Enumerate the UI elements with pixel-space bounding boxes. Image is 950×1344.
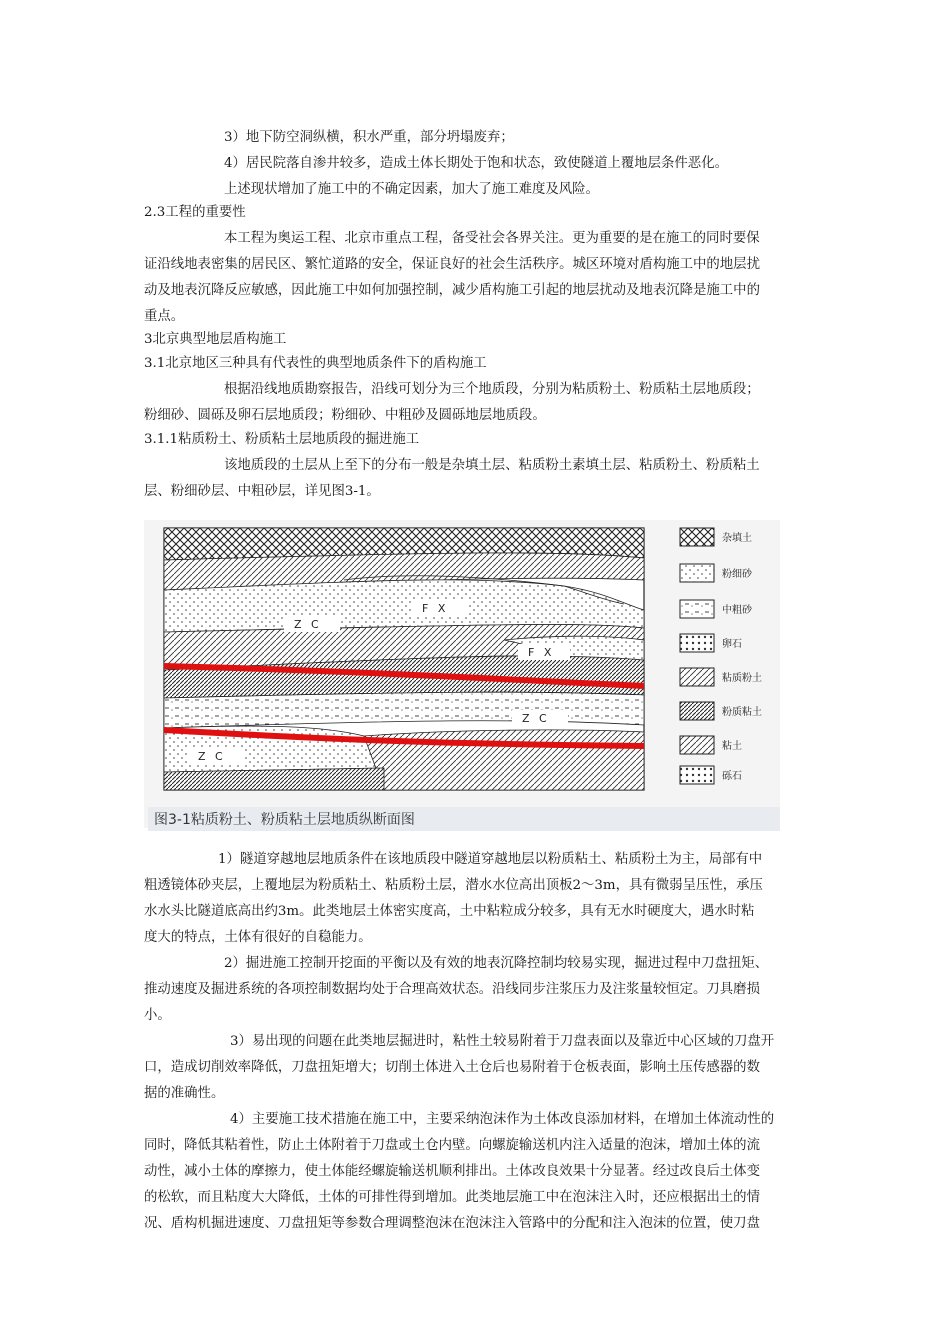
legend-label: 卵石	[722, 639, 742, 650]
paragraph-line: 水水头比隧道底高出约3m。此类地层土体密实度高，土中粘粒成分较多，具有无水时硬度大，遇水时粘	[144, 904, 755, 919]
section-heading-3-1-1: 3.1.1粘质粉土、粉质粘土层地质段的掘进施工	[144, 432, 420, 447]
legend-label: 杂填土	[722, 533, 752, 544]
paragraph-line: 3）易出现的问题在此类地层掘进时，粘性土较易附着于刀盘表面以及靠近中心区域的刀盘开	[230, 1034, 775, 1049]
paragraph-line: 根据沿线地质勘察报告，沿线可划分为三个地质段，分别为粘质粉土、粉质粘土层地质段；	[224, 382, 760, 397]
paragraph-line: 该地质段的土层从上至下的分布一般是杂填土层、粘质粉土素填土层、粘质粉土、粉质粘土	[224, 458, 760, 473]
paragraph-line: 证沿线地表密集的居民区、繁忙道路的安全，保证良好的社会生活秩序。城区环境对盾构施工中的地层扰	[144, 257, 760, 272]
layer-label-fx: F X	[422, 602, 449, 615]
figure-caption: 图3-1粘质粉土、粉质粘土层地质纵断面图	[148, 807, 780, 831]
paragraph-line: 口，造成切削效率降低，刀盘扭矩增大；切削土体进入土仓后也易附着于仓板表面，影响土压传感器的数	[144, 1060, 760, 1075]
layer-label-zc: Z C	[198, 750, 226, 763]
legend-label: 中粗砂	[722, 605, 752, 616]
paragraph-line: 同时，降低其粘着性，防止土体附着于刀盘或土仓内壁。向螺旋输送机内注入适量的泡沫，增加土体的流	[144, 1138, 760, 1153]
paragraph-line: 4）居民院落自渗井较多，造成土体长期处于饱和状态，致使隧道上覆地层条件恶化。	[224, 156, 728, 171]
paragraph-line: 粗透镜体砂夹层，上覆地层为粉质粘土、粘质粉土层，潜水水位高出顶板2～3m，具有微弱呈压性，承压	[144, 878, 763, 893]
paragraph-line: 4）主要施工技术措施在施工中，主要采纳泡沫作为土体改良添加材料，在增加土体流动性的	[230, 1112, 775, 1127]
section-heading-3-1: 3.1北京地区三种具有代表性的典型地质条件下的盾构施工	[144, 356, 487, 371]
paragraph-line: 3）地下防空洞纵横，积水严重，部分坍塌废弃；	[224, 130, 514, 145]
paragraph-line: 上述现状增加了施工中的不确定因素，加大了施工难度及风险。	[224, 182, 599, 197]
legend-label: 粘质粉土	[722, 673, 762, 684]
paragraph-line: 层、粉细砂层、中粗砂层，详见图3-1。	[144, 484, 380, 499]
paragraph-line: 推动速度及掘进系统的各项控制数据均处于合理高效状态。沿线同步注浆压力及注浆量较恒定。刀具磨损	[144, 982, 760, 997]
paragraph-line: 1）隧道穿越地层地质条件在该地质段中隧道穿越地层以粉质粘土、粘质粉土为主，局部有中	[218, 852, 763, 867]
paragraph-line: 动性，减小土体的摩擦力，使土体能经螺旋输送机顺利排出。土体改良效果十分显著。经过改良后土体变	[144, 1164, 760, 1179]
section-heading-2-3: 2.3工程的重要性	[144, 205, 246, 220]
geology-profile-drawing	[144, 520, 780, 808]
paragraph-line: 据的准确性。	[144, 1086, 225, 1101]
legend-label: 砾石	[722, 771, 742, 782]
legend-label: 粉细砂	[722, 569, 752, 580]
paragraph-line: 2）掘进施工控制开挖面的平衡以及有效的地表沉降控制均较易实现，掘进过程中刀盘扭矩、	[224, 956, 769, 971]
paragraph-line: 度大的特点，土体有很好的自稳能力。	[144, 930, 372, 945]
paragraph-line: 重点。	[144, 309, 185, 324]
section-heading-3: 3北京典型地层盾构施工	[144, 332, 287, 347]
legend-label: 粉质粘土	[722, 707, 762, 718]
legend-label: 粘土	[722, 741, 742, 752]
paragraph-line: 的松软，而且粘度大大降低，土体的可排性得到增加。此类地层施工中在泡沫注入时，还应根据出土的情	[144, 1190, 760, 1205]
geology-profile-figure	[144, 520, 780, 828]
paragraph-line: 本工程为奥运工程、北京市重点工程，备受社会各界关注。更为重要的是在施工的同时要保	[224, 231, 760, 246]
profile-body	[164, 528, 644, 790]
paragraph-line: 动及地表沉降反应敏感，因此施工中如何加强控制，减少盾构施工引起的地层扰动及地表沉降是施工中的	[144, 283, 760, 298]
layer-label-fx: F X	[528, 646, 555, 659]
layer-label-zc: Z C	[522, 712, 550, 725]
paragraph-line: 况、盾构机掘进速度、刀盘扭矩等参数合理调整泡沫在泡沫注入管路中的分配和注入泡沫的位置，使刀盘	[144, 1216, 760, 1231]
paragraph-line: 粉细砂、圆砾及卵石层地质段；粉细砂、中粗砂及圆砾地层地质段。	[144, 408, 546, 423]
paragraph-line: 小。	[144, 1008, 171, 1023]
figure-legend	[680, 528, 762, 784]
layer-label-zc: Z C	[294, 618, 322, 631]
